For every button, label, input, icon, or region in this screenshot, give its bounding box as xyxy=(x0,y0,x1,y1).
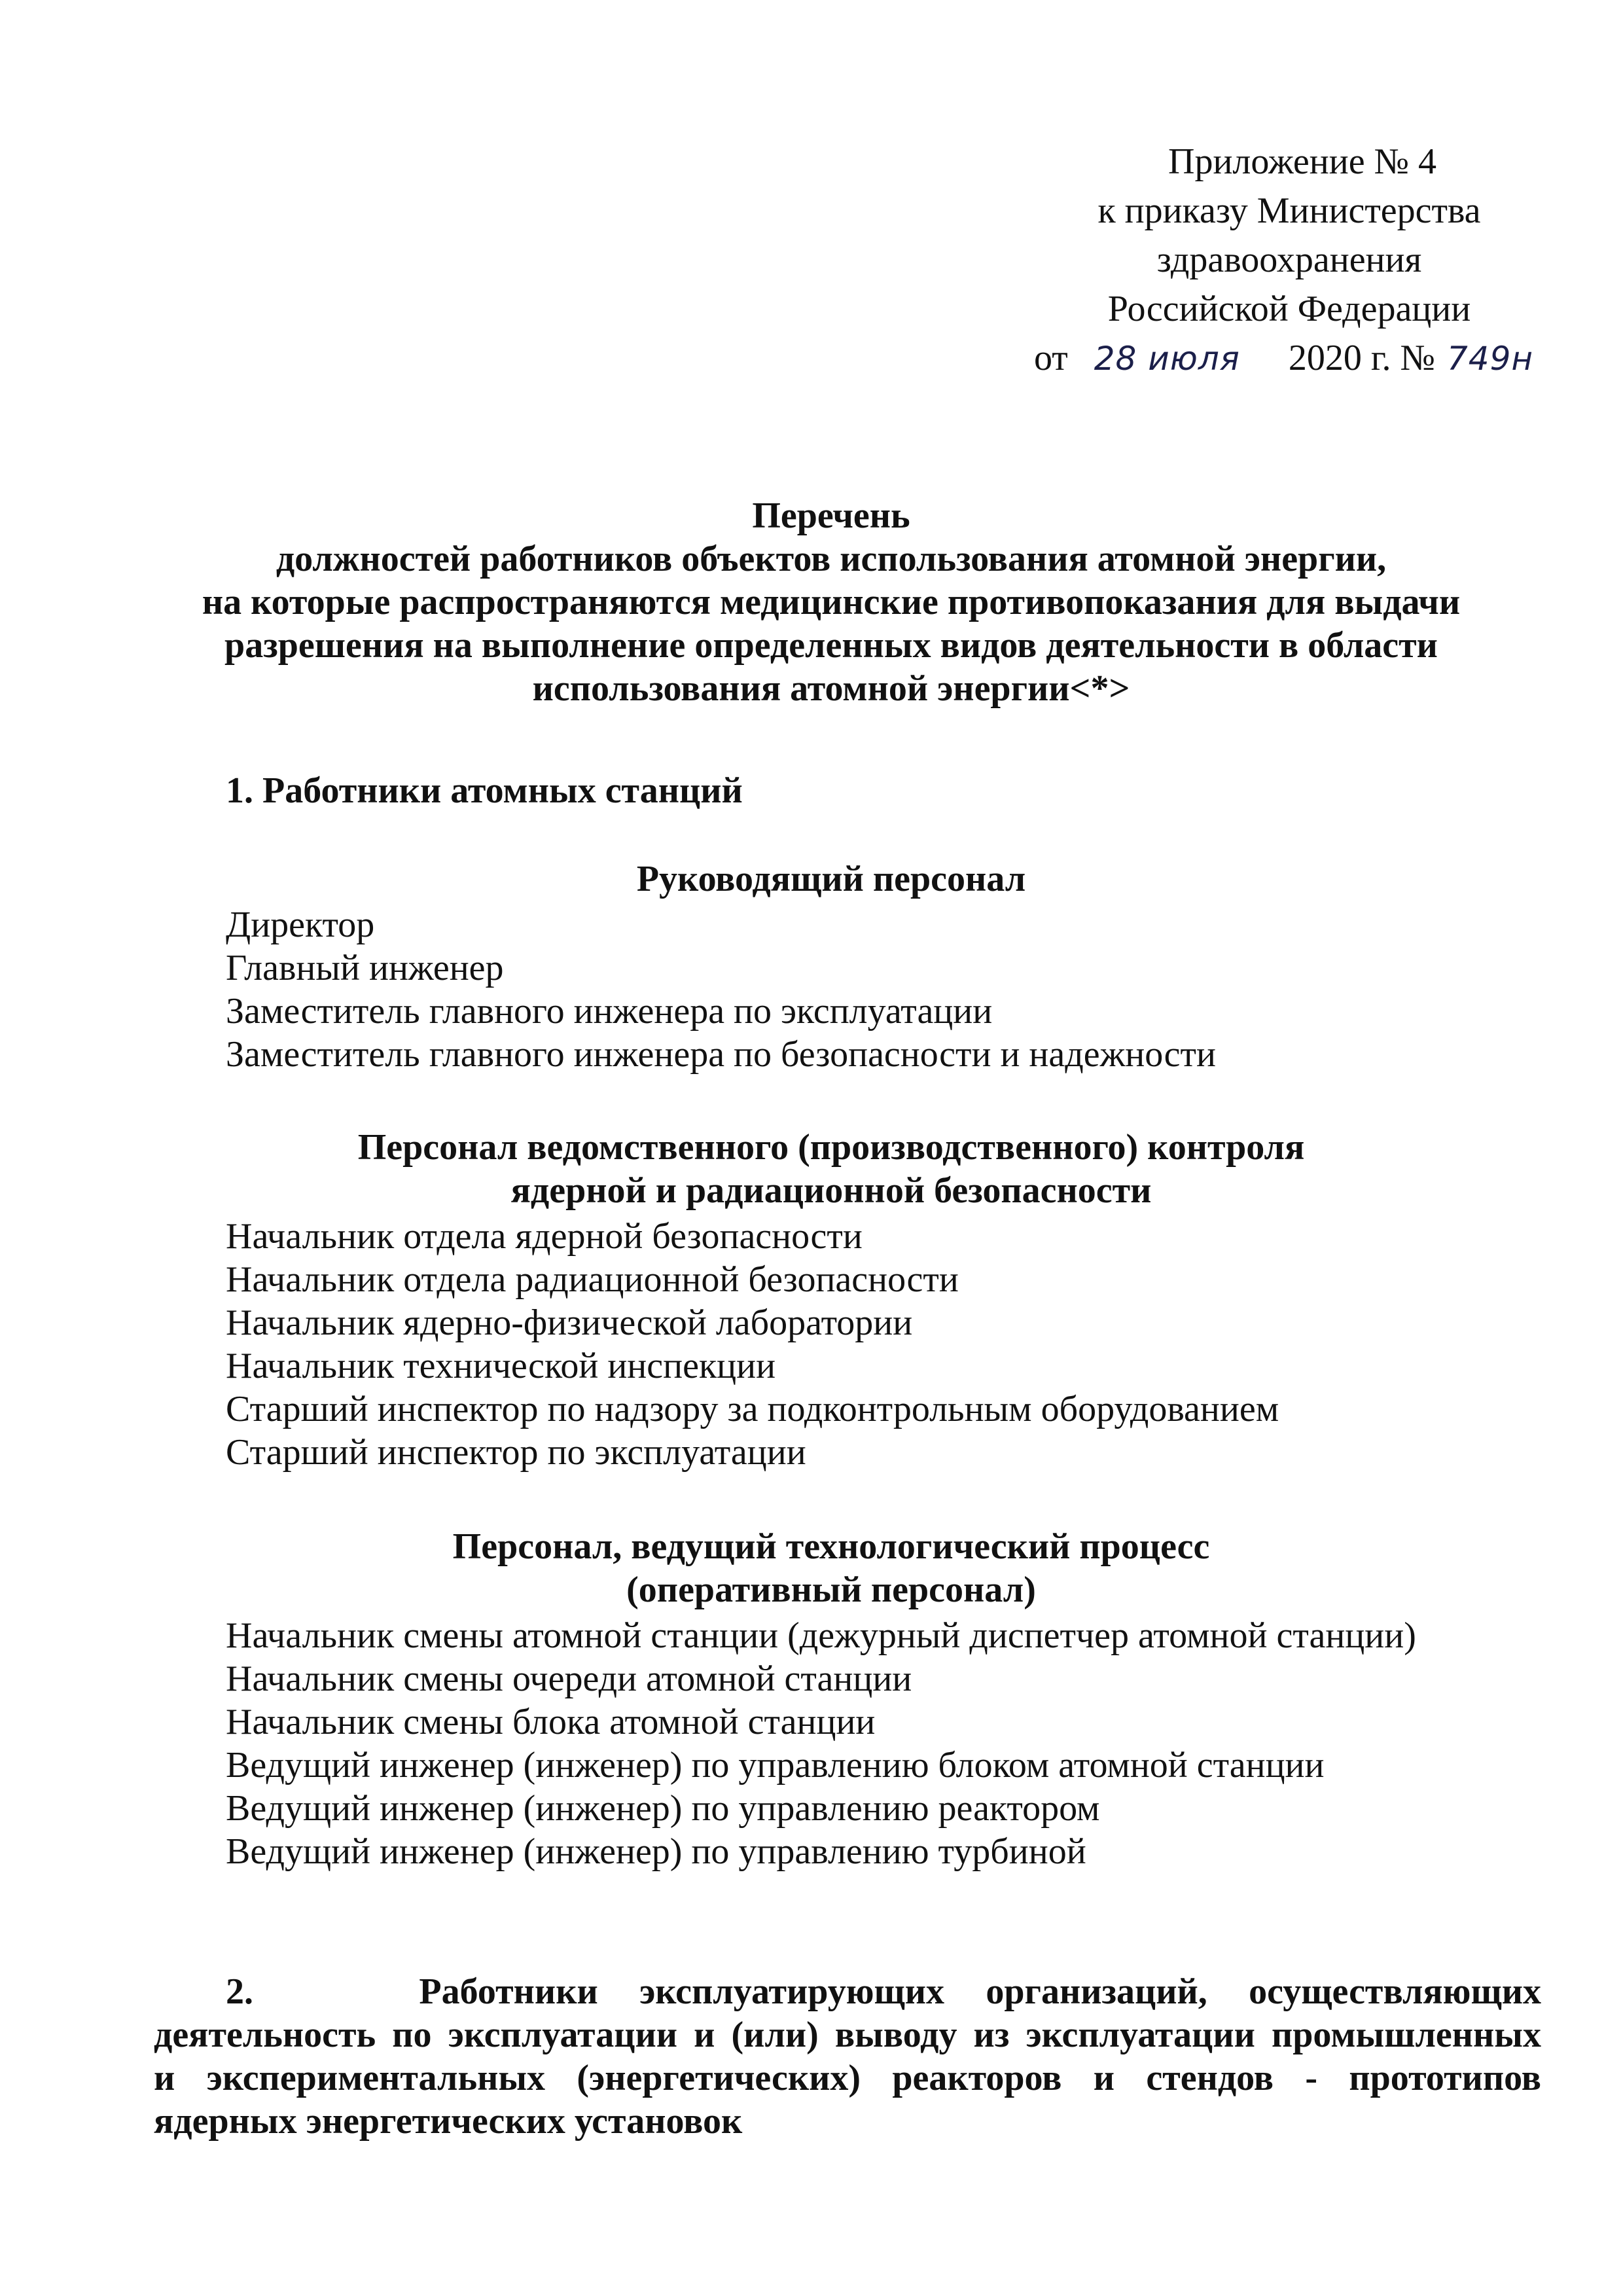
list-item: Заместитель главного инженера по эксплуатации xyxy=(226,991,993,1031)
group-list-operational xyxy=(226,1614,1416,1873)
handwritten-order-number: 749н xyxy=(1446,340,1534,378)
section-2-line: и экспериментальных (энергетических) реакторов и стендов - прототипов xyxy=(154,2058,1541,2098)
group-heading-control xyxy=(131,1126,1531,1212)
list-item: Заместитель главного инженера по безопасности и надежности xyxy=(226,1034,1216,1075)
group-heading-operational xyxy=(131,1525,1531,1611)
list-item: Ведущий инженер (инженер) по управлению блоком атомной станции xyxy=(226,1745,1325,1785)
section-1-heading: 1. Работники атомных станций xyxy=(226,770,743,811)
title-line-2: должностей работников объектов использования атомной энергии, xyxy=(276,539,1387,579)
appendix-header xyxy=(1021,137,1558,384)
date-prefix: от xyxy=(1034,338,1068,378)
group-heading-line: Персонал, ведущий технологический процесс xyxy=(452,1526,1210,1567)
appendix-number: Приложение № 4 xyxy=(1168,141,1436,182)
group-heading-line: Персонал ведомственного (производственного) контроля xyxy=(357,1127,1305,1168)
appendix-ministry-line: здравоохранения xyxy=(1156,240,1422,280)
list-item: Начальник смены атомной станции (дежурный диспетчер атомной станции) xyxy=(226,1615,1416,1656)
section-2-line: 2. Работники эксплуатирующих организаций, осуществляющих xyxy=(226,1971,1541,2012)
title-line-1: Перечень xyxy=(752,495,910,536)
group-list-control xyxy=(226,1215,1279,1474)
list-item: Ведущий инженер (инженер) по управлению реактором xyxy=(226,1788,1100,1829)
list-item: Старший инспектор по надзору за подконтрольным оборудованием xyxy=(226,1389,1279,1429)
title-line-3: на которые распространяются медицинские противопоказания для выдачи xyxy=(202,582,1461,622)
title-line-5: использования атомной энергии<*> xyxy=(532,668,1130,709)
handwritten-date: 28 июля xyxy=(1094,340,1240,378)
list-item: Главный инженер xyxy=(226,948,504,988)
list-item: Директор xyxy=(226,905,375,945)
list-item: Начальник смены блока атомной станции xyxy=(226,1702,876,1742)
appendix-date-line xyxy=(1021,334,1558,384)
document-title xyxy=(131,494,1531,710)
section-2-heading xyxy=(154,1970,1541,2143)
section-2-line: ядерных энергетических установок xyxy=(154,2101,743,2142)
group-heading-line: ядерной и радиационной безопасности xyxy=(510,1170,1152,1211)
section-2-line: деятельность по эксплуатации и (или) выводу из эксплуатации промышленных xyxy=(154,2015,1541,2055)
group-heading-management xyxy=(131,857,1531,901)
appendix-federation-line: Российской Федерации xyxy=(1107,289,1471,329)
list-item: Ведущий инженер (инженер) по управлению турбиной xyxy=(226,1831,1086,1872)
title-line-4: разрешения на выполнение определенных видов деятельности в области xyxy=(224,625,1438,666)
list-item: Начальник технической инспекции xyxy=(226,1346,776,1386)
group-heading-line: (оперативный персонал) xyxy=(626,1570,1036,1610)
order-year: 2020 г. № xyxy=(1288,338,1435,378)
appendix-order-line: к приказу Министерства xyxy=(1097,190,1481,231)
group-list-management xyxy=(226,903,1216,1076)
list-item: Начальник отдела радиационной безопасности xyxy=(226,1259,959,1300)
list-item: Старший инспектор по эксплуатации xyxy=(226,1432,806,1473)
group-heading-line: Руководящий персонал xyxy=(636,859,1026,899)
list-item: Начальник ядерно-физической лаборатории xyxy=(226,1302,913,1343)
list-item: Начальник отдела ядерной безопасности xyxy=(226,1216,863,1257)
list-item: Начальник смены очереди атомной станции xyxy=(226,1659,912,1699)
